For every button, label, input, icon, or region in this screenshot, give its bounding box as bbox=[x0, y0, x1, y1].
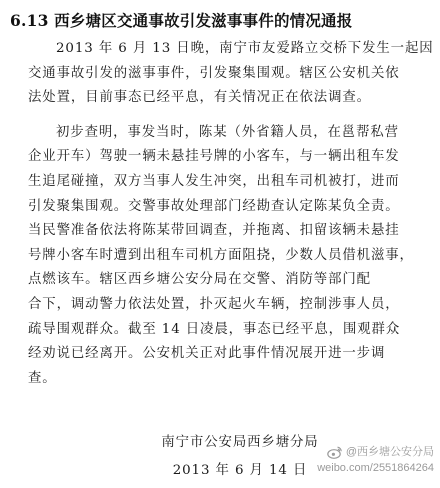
text-line: 疏导围观群众。截至 14 日凌晨，事态已经平息，围观群众 bbox=[28, 321, 401, 337]
weibo-watermark bbox=[317, 444, 434, 476]
paragraph-1 bbox=[28, 37, 434, 111]
document-body bbox=[28, 37, 434, 391]
text-line: 交通事故引发的滋事事件，引发聚集围观。辖区公安机关依 bbox=[28, 65, 400, 81]
text-line: 初步查明，事发当时，陈某（外省籍人员，在邕帮私营 bbox=[56, 124, 399, 140]
text-line: 点燃该车。辖区西乡塘公安分局在交警、消防等部门配 bbox=[28, 272, 371, 288]
watermark-account: @西乡塘公安分局 bbox=[345, 446, 434, 458]
text-line: 查。 bbox=[28, 370, 57, 386]
document-title: 6.13 西乡塘区交通事故引发滋事事件的情况通报 bbox=[10, 11, 353, 30]
weibo-logo-icon bbox=[327, 445, 343, 459]
text-line: 法处置，目前事态已经平息，有关情况正在依法调查。 bbox=[28, 90, 371, 106]
text-line: 当民警准备依法将陈某带回调查，并拖离、扣留该辆未悬挂 bbox=[28, 223, 400, 239]
text-line: 生追尾碰撞，双方当事人发生冲突，出租车司机被打，进而 bbox=[28, 173, 400, 189]
text-line: 经劝说已经离开。公安机关正对此事件情况展开进一步调 bbox=[28, 346, 386, 362]
watermark-url: weibo.com/2551864264 bbox=[317, 462, 434, 474]
text-line: 2013 年 6 月 13 日晚，南宁市友爱路立交桥下发生一起因 bbox=[56, 41, 434, 56]
text-line: 企业开车）驾驶一辆未悬挂号牌的小客车，与一辆出租车发 bbox=[28, 149, 400, 165]
paragraph-2 bbox=[28, 121, 434, 392]
text-line: 合下，调动警力依法处置，扑灭起火车辆，控制涉事人员， bbox=[28, 296, 400, 312]
text-line: 引发聚集围观。交警事故处理部门经勘查认定陈某负全责。 bbox=[28, 198, 400, 214]
text-line: 号牌小客车时遭到出租车司机方面阻挠，少数人员借机滋事， bbox=[28, 247, 414, 263]
signature-date: 2013 年 6 月 14 日 bbox=[172, 463, 308, 478]
signature-organization: 南宁市公安局西乡塘分局 bbox=[161, 435, 319, 450]
